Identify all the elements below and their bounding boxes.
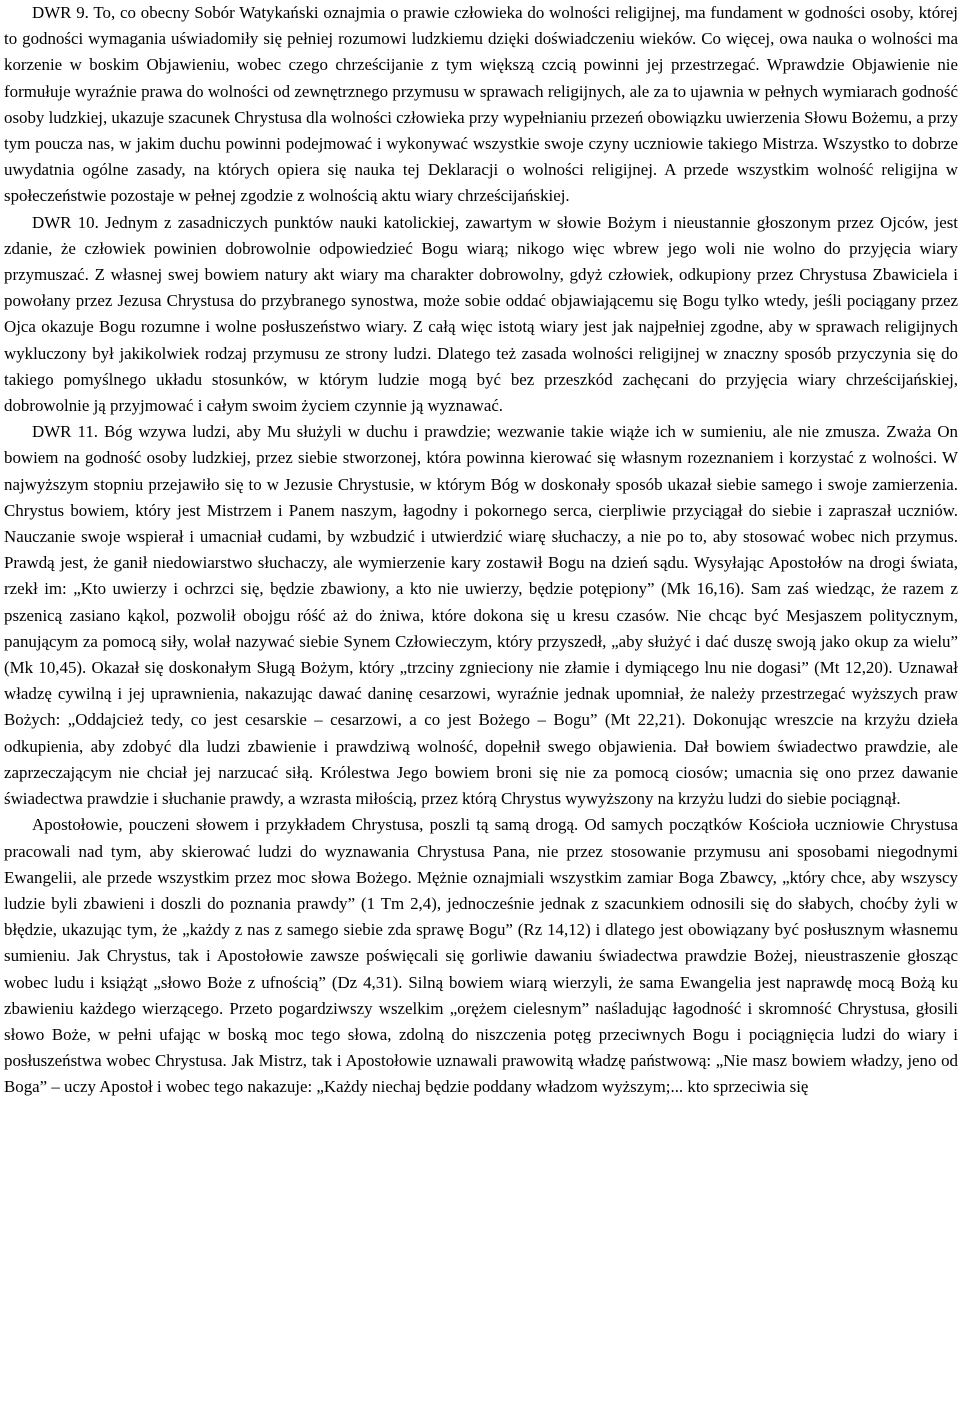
paragraph-apostles: Apostołowie, pouczeni słowem i przykładem Chrystusa, poszli tą samą drogą. Od samych początków Kościoła uczniowie Chrystusa pracowali nad tym, aby skierować ludzi do wyznawania Chrystusa Pana, nie przez stosowanie przymusu ani sposobami niegodnymi Ewangelii, ale przede wszystkim przez moc słowa Bożego. Mężnie oznajmiali wszystkim zamiar Boga Zbawcy, „który chce, aby wszyscy ludzie byli zbawieni i doszli do poznania prawdy” (1 Tm 2,4), jednocześnie jednak z szacunkiem odnosili się do słabych, choćby żyli w błędzie, ukazując tym, że „każdy z nas z samego siebie zda sprawę Bogu” (Rz 14,12) i dlatego jest obowiązany być posłusznym własnemu sumieniu. Jak Chrystus, tak i Apostołowie zawsze poświęcali się gorliwie dawaniu świadectwa prawdzie Bożej, nieustraszenie głosząc wobec ludu i książąt „słowo Boże z ufnością” (Dz 4,31). Silną bowiem wiarą wierzyli, że sama Ewangelia jest naprawdę mocą Bożą ku zbawieniu każdego wierzącego. Przeto pogardziwszy wszelkim „orężem cielesnym” naśladując łagodność i skromność Chrystusa, głosili słowo Boże, w pełni ufając w boską moc tego słowa, zdolną do niszczenia potęg przeciwnych Bogu i pociągnięcia ludzi do wiary i posłuszeństwa wobec Chrystusa. Jak Mistrz, tak i Apostołowie uznawali prawowitą władzę państwową: „Nie masz bowiem władzy, jeno od Boga” – uczy Apostoł i wobec tego nakazuje: „Każdy niechaj będzie poddany władzom wyższym;... kto sprzeciwia się: [4, 815, 958, 1097]
paragraph-dwr-11: DWR 11. Bóg wzywa ludzi, aby Mu służyli w duchu i prawdzie; wezwanie takie wiąże ich w sumieniu, ale nie zmusza. Zważa On bowiem na godność osoby ludzkiej, przez siebie stworzonej, która powinna kierować się własnym rozeznaniem i korzystać z wolności. W najwyższym stopniu przejawiło się to w Jezusie Chrystusie, w którym Bóg w doskonały sposób ukazał siebie samego i swoje zamierzenia. Chrystus bowiem, który jest Mistrzem i Panem naszym, łagodny i pokornego serca, cierpliwie przyciągał do siebie i zapraszał uczniów. Nauczanie swoje wspierał i umacniał cudami, by wzbudzić i utwierdzić wiarę słuchaczy, a nie po to, aby stosować wobec nich przymus. Prawdą jest, że ganił niedowiarstwo słuchaczy, ale wymierzenie kary zostawił Bogu na dzień sądu. Wysyłając Apostołów na drogi świata, rzekł im: „Kto uwierzy i ochrzci się, będzie zbawiony, a kto nie uwierzy, będzie potępiony” (Mk 16,16). Sam zaś wiedząc, że razem z pszenicą zasiano kąkol, pozwolił obojgu róść aż do żniwa, które dokona się u kresu czasów. Nie chcąc być Mesjaszem politycznym, panującym za pomocą siły, wolał nazywać siebie Synem Człowieczym, który przyszedł, „aby służyć i dać duszę swoją jako okup za wielu” (Mk 10,45). Okazał się doskonałym Sługą Bożym, który „trzciny zgnieciony nie złamie i dymiącego lnu nie dogasi” (Mt 12,20). Uznawał władzę cywilną i jej uprawnienia, nakazując dawać daninę cesarzowi, wyraźnie jednak upomniał, że należy przestrzegać wyższych praw Bożych: „Oddajcież tedy, co jest cesarskie – cesarzowi, a co jest Bożego – Bogu” (Mt 22,21). Dokonując wreszcie na krzyżu dzieła odkupienia, aby zdobyć dla ludzi zbawienie i prawdziwą wolność, dopełnił swego objawienia. Dał bowiem świadectwo prawdzie, ale zaprzeczającym nie chciał jej narzucać siłą. Królestwa Jego bowiem broni się nie za pomocą ciosów; umacnia się ono przez dawanie świadectwa prawdzie i słuchanie prawdy, a wzrasta miłością, przez którą Chrystus wywyższony na krzyżu ludzi do siebie pociągnął.: [4, 422, 958, 809]
paragraph-dwr-9: DWR 9. To, co obecny Sobór Watykański oznajmia o prawie człowieka do wolności religijnej, ma fundament w godności osoby, której to godności wymagania uświadomiły się pełniej rozumowi ludzkiemu dzięki doświadczeniu wieków. Co więcej, owa nauka o wolności ma korzenie w boskim Objawieniu, wobec czego chrześcijanie z tym większą czcią powinni jej przestrzegać. Wprawdzie Objawienie nie formułuje wyraźnie prawa do wolności od zewnętrznego przymusu w sprawach religijnych, ale za to ujawnia w pełnych wymiarach godność osoby ludzkiej, ukazuje szacunek Chrystusa dla wolności człowieka przy wypełnianiu przezeń obowiązku uwierzenia Słowu Bożemu, a przy tym poucza nas, w jakim duchu powinni podejmować i wykonywać wszystkie swoje czyny uczniowie takiego Mistrza. Wszystko to dobrze uwydatnia ogólne zasady, na których opiera się nauka tej Deklaracji o wolności religijnej. A przede wszystkim wolność religijna w społeczeństwie pozostaje w pełnej zgodzie z wolnością aktu wiary chrześcijańskiej.: [4, 3, 959, 206]
document-page: [4, 0, 958, 1101]
paragraph-dwr-10: DWR 10. Jednym z zasadniczych punktów nauki katolickiej, zawartym w słowie Bożym i nieustannie głoszonym przez Ojców, jest zdanie, że człowiek powinien dobrowolnie odpowiedzieć Bogu wiarą; nikogo więc wbrew jego woli nie wolno do przyjęcia wiary przymuszać. Z własnej swej bowiem natury akt wiary ma charakter dobrowolny, gdyż człowiek, odkupiony przez Chrystusa Zbawiciela i powołany przez Jezusa Chrystusa do przybranego synostwa, może sobie oddać objawiającemu się Bogu tylko wtedy, jeśli pociągany przez Ojca okazuje Bogu rozumne i wolne posłuszeństwo wiary. Z całą więc istotą wiary jest jak najpełniej zgodne, aby w sprawach religijnych wykluczony był jakikolwiek rodzaj przymusu ze strony ludzi. Dlatego też zasada wolności religijnej w znaczny sposób przyczynia się do takiego pomyślnego układu stosunków, w którym ludzie mogą być bez przeszkód zachęcani do przyjęcia wiary chrześcijańskiej, dobrowolnie ją przyjmować i całym swoim życiem czynnie ją wyznawać.: [4, 212, 958, 416]
